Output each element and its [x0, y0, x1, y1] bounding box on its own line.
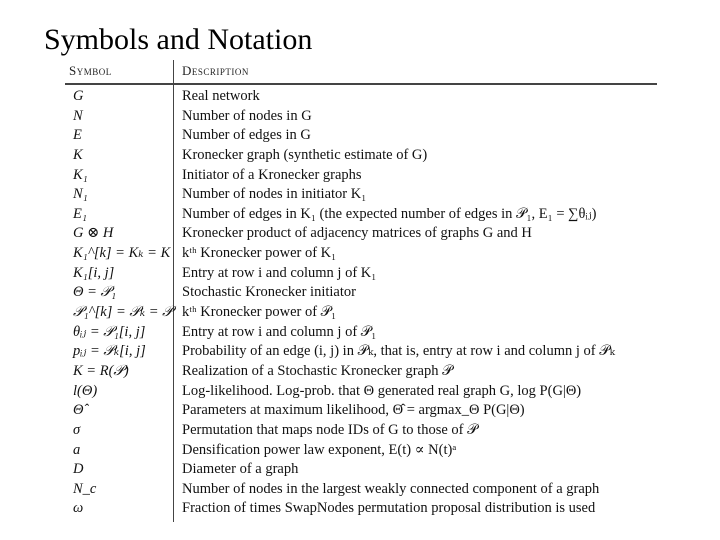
description-cell: Number of edges in K₁ (the expected number of edges in 𝒫₁, E₁ = ∑θᵢⱼ) — [182, 205, 597, 222]
table-row — [65, 244, 657, 264]
description-cell: Realization of a Stochastic Kronecker graph 𝒫 — [182, 362, 453, 379]
description-cell: Stochastic Kronecker initiator — [182, 284, 356, 301]
table-row — [65, 283, 657, 303]
description-cell: Fraction of times SwapNodes permutation proposal distribution is used — [182, 500, 596, 517]
symbol-cell: σ — [73, 421, 81, 438]
table-row — [65, 146, 657, 166]
table-row — [65, 205, 657, 225]
symbol-cell: E₁ — [73, 205, 87, 222]
table-row — [65, 303, 657, 323]
symbol-cell: K₁ — [73, 166, 88, 183]
description-cell: Log-likelihood. Log-prob. that Θ generated real graph G, log P(G|Θ) — [182, 382, 582, 399]
table-row — [65, 362, 657, 382]
description-cell: Number of nodes in initiator K₁ — [182, 186, 367, 203]
description-cell: Entry at row i and column j of 𝒫₁ — [182, 323, 377, 340]
table-row — [65, 185, 657, 205]
slide-title: Symbols and Notation — [44, 23, 313, 56]
description-cell: Number of nodes in G — [182, 107, 312, 124]
table-row — [65, 342, 657, 362]
table-row — [65, 166, 657, 186]
description-cell: Kronecker graph (synthetic estimate of G) — [182, 146, 428, 163]
symbol-cell: θᵢⱼ = 𝒫₁[i, j] — [73, 323, 146, 340]
notation-table — [65, 58, 657, 524]
symbol-cell: G ⊗ H — [73, 225, 114, 242]
symbol-cell: pᵢⱼ = 𝒫ₖ[i, j] — [73, 343, 146, 360]
symbol-cell: K₁^[k] = Kₖ = K — [73, 245, 171, 262]
symbol-cell: K₁[i, j] — [73, 264, 115, 281]
symbol-cell: N_c — [73, 480, 97, 497]
symbol-cell: G — [73, 88, 84, 104]
description-cell: Real network — [182, 88, 260, 104]
table-row — [65, 126, 657, 146]
table-row — [65, 323, 657, 343]
symbol-cell: N — [73, 107, 83, 124]
symbol-cell: N₁ — [73, 186, 88, 203]
description-cell: Diameter of a graph — [182, 461, 299, 478]
symbol-cell: ω — [73, 500, 84, 517]
description-cell: Entry at row i and column j of K₁ — [182, 264, 377, 281]
table-row — [65, 401, 657, 421]
symbol-column-header: Symbol — [69, 63, 112, 78]
symbol-cell: K — [73, 146, 83, 163]
symbol-cell: E — [73, 127, 82, 144]
symbol-cell: a — [73, 441, 81, 458]
symbol-cell: Θ = 𝒫₁ — [73, 284, 117, 301]
table-body — [65, 87, 657, 519]
table-row — [65, 460, 657, 480]
description-cell: Parameters at maximum likelihood, Θ̂ = argmax_Θ P(G|Θ) — [182, 402, 525, 419]
table-row — [65, 382, 657, 402]
table-row — [65, 107, 657, 127]
table-row — [65, 264, 657, 284]
table-row — [65, 421, 657, 441]
description-cell: Permutation that maps node IDs of G to those of 𝒫 — [182, 421, 478, 438]
table-header — [65, 60, 657, 85]
description-cell: Number of edges in G — [182, 127, 311, 144]
description-cell: Densification power law exponent, E(t) ∝ N(t)ᵃ — [182, 441, 457, 458]
description-cell: Probability of an edge (i, j) in 𝒫ₖ, that is, entry at row i and column j of 𝒫ₖ — [182, 343, 615, 360]
table-row — [65, 499, 657, 519]
description-cell: Kronecker product of adjacency matrices of graphs G and H — [182, 225, 532, 242]
description-cell: Number of nodes in the largest weakly connected component of a graph — [182, 480, 600, 497]
symbol-cell: Θ̂ — [73, 402, 84, 419]
table-row — [65, 224, 657, 244]
symbol-cell: K = R(𝒫) — [73, 362, 129, 379]
table-row — [65, 441, 657, 461]
description-cell: Initiator of a Kronecker graphs — [182, 166, 362, 183]
symbol-cell: 𝒫₁^[k] = 𝒫ₖ = 𝒫 — [73, 304, 173, 321]
table-row — [65, 480, 657, 500]
table-row — [65, 87, 657, 107]
description-column-header: Description — [182, 63, 249, 78]
description-cell: kᵗʰ Kronecker power of K₁ — [182, 245, 337, 262]
description-cell: kᵗʰ Kronecker power of 𝒫₁ — [182, 304, 337, 321]
symbol-cell: l(Θ) — [73, 382, 98, 399]
symbol-cell: D — [73, 461, 84, 478]
